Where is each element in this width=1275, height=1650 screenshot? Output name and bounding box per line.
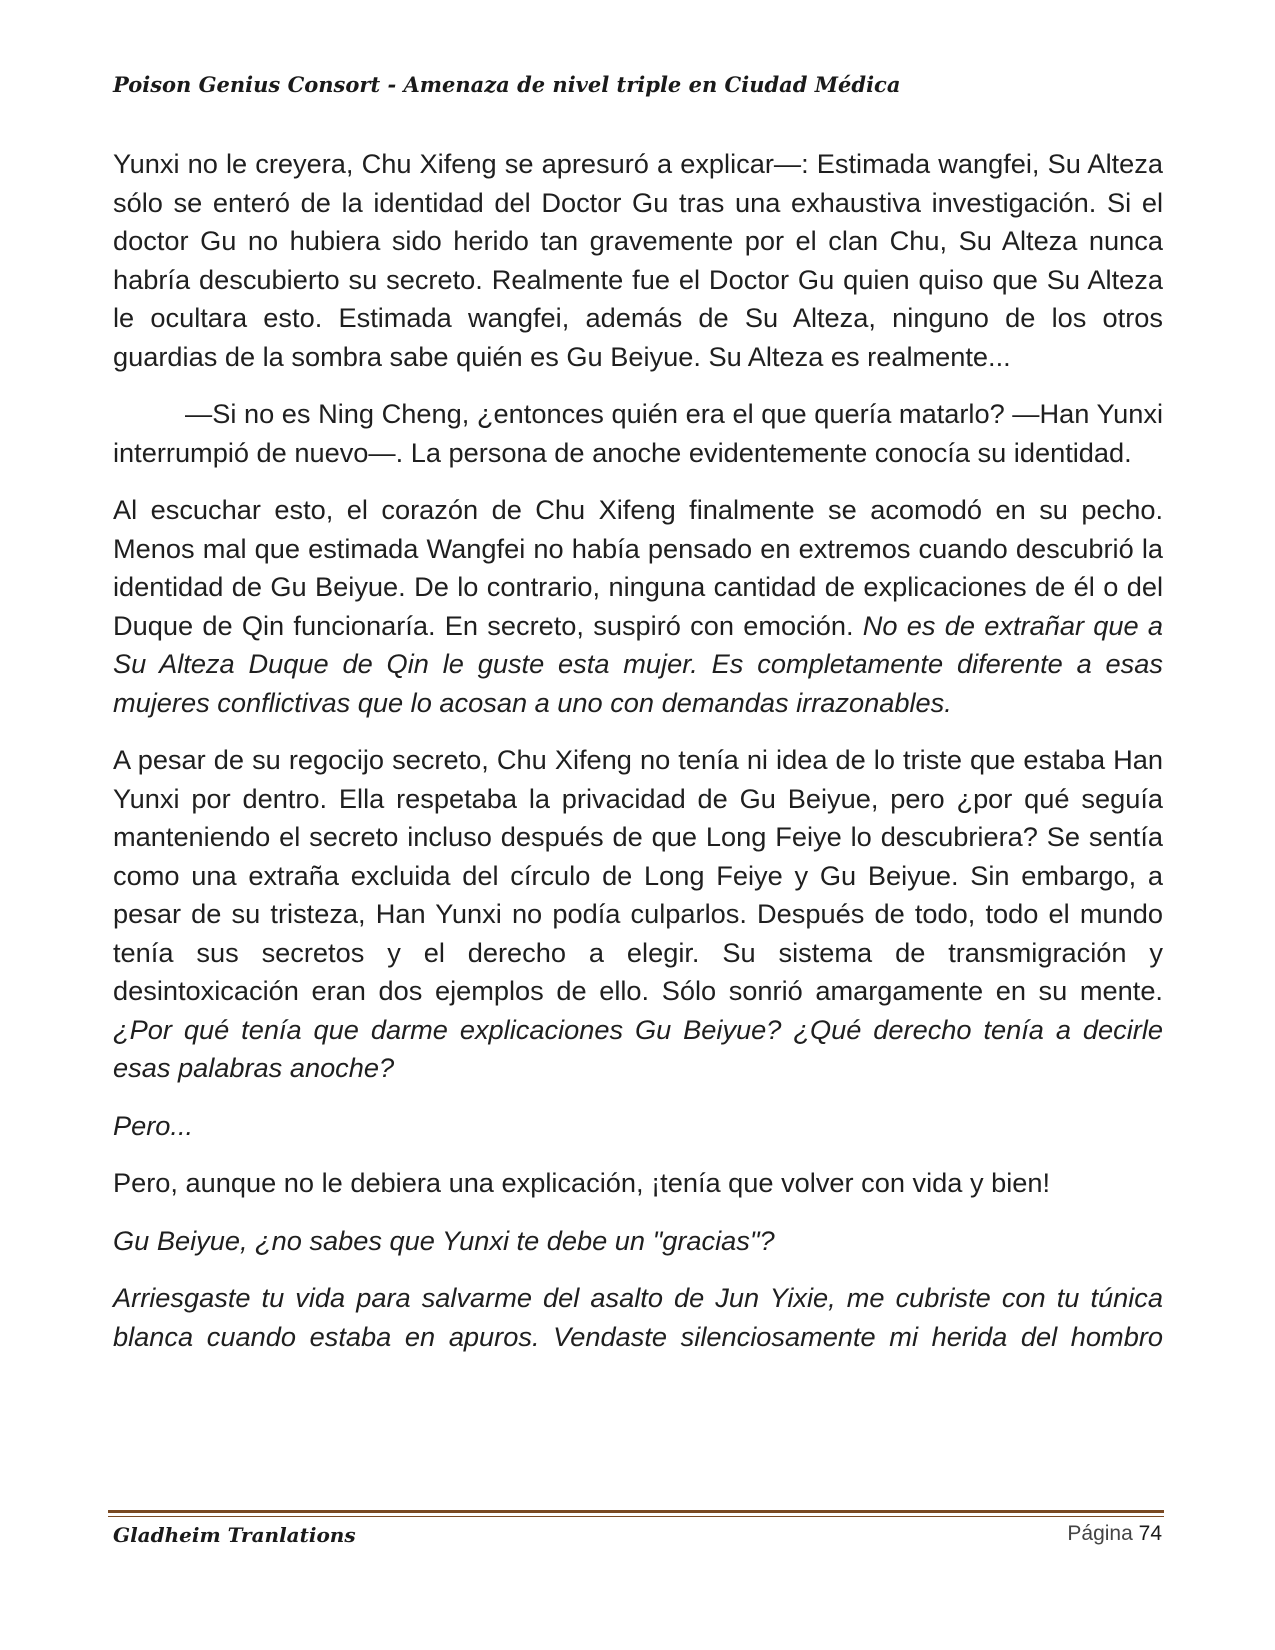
paragraph-text: Gu Beiyue, ¿no sabes que Yunxi te debe un "gracias"? <box>113 1224 775 1256</box>
footer-credit: Gladheim Tranlations <box>113 1523 356 1547</box>
paragraph <box>113 1107 1163 1146</box>
paragraph <box>113 1164 1163 1203</box>
paragraph <box>113 395 1163 472</box>
paragraph-text: —Si no es Ning Cheng, ¿entonces quién era el que quería matarlo? —Han Yunxi interrumpió de nuevo—. La persona de anoche evidentemente conocía su identidad. <box>113 398 1163 468</box>
body-text <box>113 145 1163 1356</box>
paragraph-italic-thought: ¿Por qué tenía que darme explicaciones Gu Beiyue? ¿Qué derecho tenía a decirle esas palabras anoche? <box>113 1013 1163 1083</box>
paragraph <box>113 1279 1163 1356</box>
footer-divider <box>108 1510 1164 1517</box>
running-header: Poison Genius Consort - Amenaza de nivel triple en Ciudad Médica <box>113 72 901 97</box>
paragraph-italic-thought: No es de extrañar que a Su Alteza Duque de Qin le guste esta mujer. Es completamente diferente a esas mujeres conflictivas que lo acosan a uno con demandas irrazonables. <box>113 609 1163 718</box>
paragraph-text: Arriesgaste tu vida para salvarme del asalto de Jun Yixie, me cubriste con tu túnica blanca cuando estaba en apuros. Vendaste silenciosamente mi herida del hombro <box>113 1282 1163 1352</box>
paragraph-text: Yunxi no le creyera, Chu Xifeng se apresuró a explicar—: Estimada wangfei, Su Alteza sólo se enteró de la identidad del Doctor Gu tras una exhaustiva investigación. Si el doctor Gu no hubiera sido herido tan gravemente por el clan Chu, Su Alteza nunca habría descubierto su secreto. Realmente fue el Doctor Gu quien quiso que Su Alteza le ocultara esto. Estimada wangfei, además de Su Alteza, ninguno de los otros guardias de la sombra sabe quién es Gu Beiyue. Su Alteza es realmente... <box>113 148 1163 372</box>
paragraph <box>113 145 1163 376</box>
paragraph-text: Pero, aunque no le debiera una explicación, ¡tenía que volver con vida y bien! <box>113 1167 1051 1198</box>
paragraph-text: Al escuchar esto, el corazón de Chu Xifeng finalmente se acomodó en su pecho. Menos mal que estimada Wangfei no había pensado en extremos cuando descubrió la identidad de Gu Beiyue. De lo contrario, ninguna cantidad de explicaciones de él o del Duque de Qin funcionaría. En secreto, suspiró con emoción. <box>113 494 1163 641</box>
paragraph-text: A pesar de su regocijo secreto, Chu Xifeng no tenía ni idea de lo triste que estaba Han Yunxi por dentro. Ella respetaba la privacidad de Gu Beiyue, pero ¿por qué seguía manteniendo el secreto incluso después de que Long Feiye lo descubriera? Se sentía como una extraña excluida del círculo de Long Feiye y Gu Beiyue. Sin embargo, a pesar de su tristeza, Han Yunxi no podía culparlos. Después de todo, todo el mundo tenía sus secretos y el derecho a elegir. Su sistema de transmigración y desintoxicación eran dos ejemplos de ello. Sólo sonrió amargamente en su mente. <box>113 744 1163 1006</box>
paragraph-text: Pero... <box>113 1109 194 1141</box>
paragraph <box>113 491 1163 722</box>
page-label: Página <box>1067 1522 1133 1545</box>
page-number-value: 74 <box>1138 1522 1162 1545</box>
page-number <box>1067 1522 1162 1546</box>
paragraph <box>113 741 1163 1088</box>
paragraph <box>113 1222 1163 1261</box>
